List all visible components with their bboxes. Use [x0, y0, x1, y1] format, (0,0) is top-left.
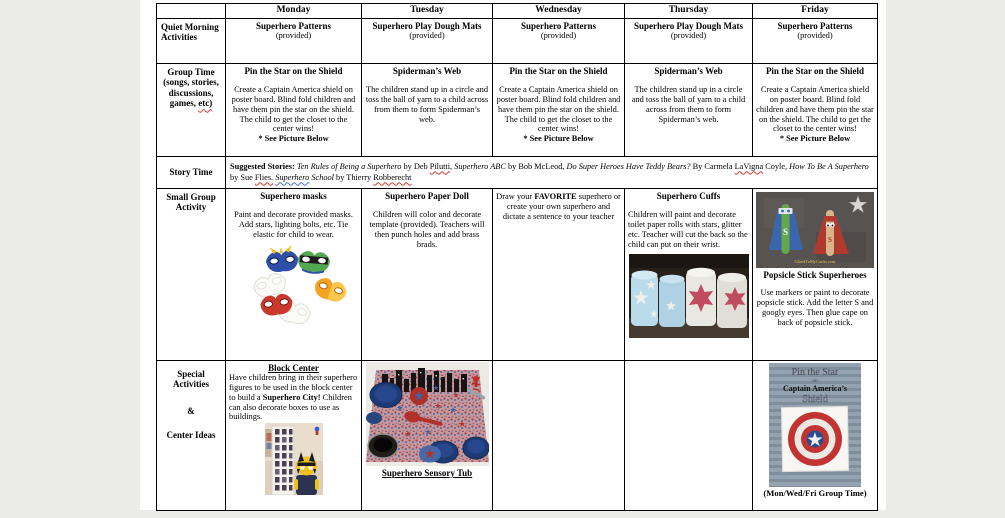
- header-row: [157, 4, 878, 19]
- activity-body: Create a Captain America shield on poster board. Blind fold children and have them pin the star on the shield. The child to get the closet to the center wins!: [496, 85, 621, 134]
- see-picture-note: * See Picture Below: [779, 134, 851, 144]
- activity-title: Pin the Star on the Shield: [509, 66, 608, 76]
- cell-thu-small: [625, 189, 753, 361]
- cell-thu-quiet: [625, 19, 753, 64]
- group-time-row: [157, 64, 878, 157]
- activity-body: Paint and decorate provided masks. Add stars, lighting bolts, etc. Tie elastic for child to wear.: [234, 210, 353, 239]
- activity-body: Have children bring in their superhero figures to be used in the block center to build a Superhero City! Children can also decorate boxes to use as buildings.: [229, 373, 358, 422]
- activity-title: Superhero Patterns: [520, 21, 597, 31]
- activity-body: Create a Captain America shield on poster board. Blind fold children and have them pin the star on the shield. The child to get the closet to the center wins!: [231, 85, 356, 134]
- activity-title: Superhero masks: [260, 191, 327, 201]
- activity-body: Children will color and decorate template (provided). Teachers will then punch holes and add brass brads.: [369, 210, 485, 249]
- activity-title: Superhero Patterns: [255, 21, 332, 31]
- cell-thu-special: [625, 361, 753, 511]
- activity-title: Superhero Sensory Tub: [381, 468, 473, 478]
- activity-title: Spiderman’s Web: [654, 66, 723, 76]
- book-title: Superhero ABC: [454, 161, 506, 171]
- spellcheck-word: Pilutti: [429, 161, 451, 171]
- poster-caption: (Mon/Wed/Fri Group Time): [763, 488, 867, 498]
- cell-wed-group: [493, 64, 625, 157]
- book-title: Ten Rules of Being a Superhero: [296, 161, 402, 171]
- row-label-special-activities: Special Activities & Center Ideas: [157, 361, 226, 511]
- corner-cell: [157, 4, 226, 19]
- poster-title-line: on: [812, 378, 818, 384]
- day-header-thursday: Thursday: [625, 4, 753, 19]
- weekly-plan-table: [156, 3, 878, 511]
- poster-title-line: Pin the Star: [791, 367, 839, 378]
- activity-body: The children stand up in a circle and toss the ball of yarn to a child across from them to form Spiderman’s web.: [631, 85, 746, 124]
- row-label-quiet-morning: Quiet Morning Activities: [157, 19, 226, 64]
- activity-title: Popsicle Stick Superheroes: [763, 270, 867, 280]
- row-label-small-group: Small Group Activity: [157, 189, 226, 361]
- spellcheck-word: etc): [198, 98, 213, 109]
- activity-title: Pin the Star on the Shield: [765, 66, 865, 76]
- activity-body: Use markers or paint to decorate popsicle stick. Add the letter S and googly eyes. Then glue cape on back of popsicle stick.: [756, 288, 874, 327]
- popsicle-superheroes-image: [756, 192, 874, 268]
- poster-title-line: Shield: [802, 394, 828, 405]
- activity-title: Superhero Paper Doll: [385, 191, 469, 201]
- activity-subtitle: (provided): [409, 31, 445, 41]
- shield-poster-image: [769, 363, 861, 487]
- cell-fri-group: [753, 64, 878, 157]
- cell-thu-group: [625, 64, 753, 157]
- cell-wed-quiet: [493, 19, 625, 64]
- day-header-friday: Friday: [753, 4, 878, 19]
- book-title: Superhero: [275, 172, 310, 182]
- activity-body: Create a Captain America shield on poster board. Blind fold children and have them pin the star on the shield. The child to get the closet to the center wins!: [756, 85, 874, 134]
- cell-story-time: Suggested Stories: Ten Rules of Being a Superhero by Deb Pilutti, Superhero ABC by Bob McLeod, Do Super Heroes Have Teddy Bears? By Carmela LaVigna Coyle, How To Be A Superhero by Sue Flies. Superhero School by Thierry Robberecht: [226, 157, 878, 189]
- activity-subtitle: (provided): [670, 31, 707, 41]
- activity-title: Pin the Star on the Shield: [244, 66, 343, 76]
- activity-title: Superhero Patterns: [777, 21, 853, 31]
- superhero-masks-image: [238, 243, 350, 339]
- book-title: How To Be A Superhero: [789, 161, 869, 171]
- image-watermark: GluedToMyCrafts.com: [794, 259, 836, 264]
- activity-body: The children stand up in a circle and toss the ball of yarn to a child across from them to form Spiderman’s web.: [365, 85, 489, 124]
- stick-letter: S: [828, 236, 832, 244]
- see-picture-note: * See Picture Below: [258, 134, 329, 144]
- block-center-image: [265, 423, 323, 495]
- special-activities-row: [157, 361, 878, 511]
- story-time-row: [157, 157, 878, 189]
- small-group-row: [157, 189, 878, 361]
- stick-letter: S: [782, 227, 789, 237]
- document-page: [140, 0, 886, 510]
- cell-mon-special: [226, 361, 362, 511]
- cell-wed-special: [493, 361, 625, 511]
- see-picture-note: * See Picture Below: [523, 134, 594, 144]
- activity-body: Draw your FAVORITE superhero or create your own superhero and dictate a sentence to your teacher: [496, 192, 621, 221]
- spellcheck-word: LaVigna: [734, 161, 764, 171]
- activity-title: Superhero Cuffs: [656, 191, 721, 201]
- row-label-group-time: Group Time (songs, stories, discussions, games, etc): [157, 64, 226, 157]
- cell-tue-quiet: [362, 19, 493, 64]
- spellcheck-word: Robberecht: [373, 172, 412, 182]
- book-title: Do Super Heroes Have Teddy Bears?: [566, 161, 691, 171]
- cell-mon-group: [226, 64, 362, 157]
- quiet-morning-row: [157, 19, 878, 64]
- activity-title: Block Center: [268, 363, 319, 373]
- spellcheck-word: Flies.: [254, 172, 274, 182]
- day-header-tuesday: Tuesday: [362, 4, 493, 19]
- row-label-story-time: Story Time: [157, 157, 226, 189]
- superhero-cuffs-image: [629, 254, 749, 338]
- activity-body: Children will paint and decorate toilet paper rolls with stars, glitter etc. Teacher will cut the back so the child can put on their wrist.: [628, 210, 748, 249]
- cell-tue-small: [362, 189, 493, 361]
- cell-fri-special: [753, 361, 878, 511]
- day-header-monday: Monday: [226, 4, 362, 19]
- poster-title-line: Captain America’s: [783, 384, 847, 393]
- cell-fri-small: [753, 189, 878, 361]
- activity-title: Spiderman’s Web: [392, 66, 462, 76]
- cell-wed-small: [493, 189, 625, 361]
- book-title: School: [309, 172, 334, 182]
- activity-subtitle: (provided): [275, 31, 312, 41]
- cell-tue-special: [362, 361, 493, 511]
- cell-tue-group: [362, 64, 493, 157]
- activity-subtitle: (provided): [540, 31, 577, 41]
- activity-subtitle: (provided): [797, 31, 833, 41]
- day-header-wednesday: Wednesday: [493, 4, 625, 19]
- cell-fri-quiet: [753, 19, 878, 64]
- cell-mon-quiet: [226, 19, 362, 64]
- activity-title: Superhero Play Dough Mats: [372, 21, 482, 31]
- sensory-tub-image: [366, 362, 489, 466]
- activity-title: Superhero Play Dough Mats: [633, 21, 744, 31]
- cell-mon-small: [226, 189, 362, 361]
- suggested-stories-lead: Suggested Stories:: [230, 161, 297, 171]
